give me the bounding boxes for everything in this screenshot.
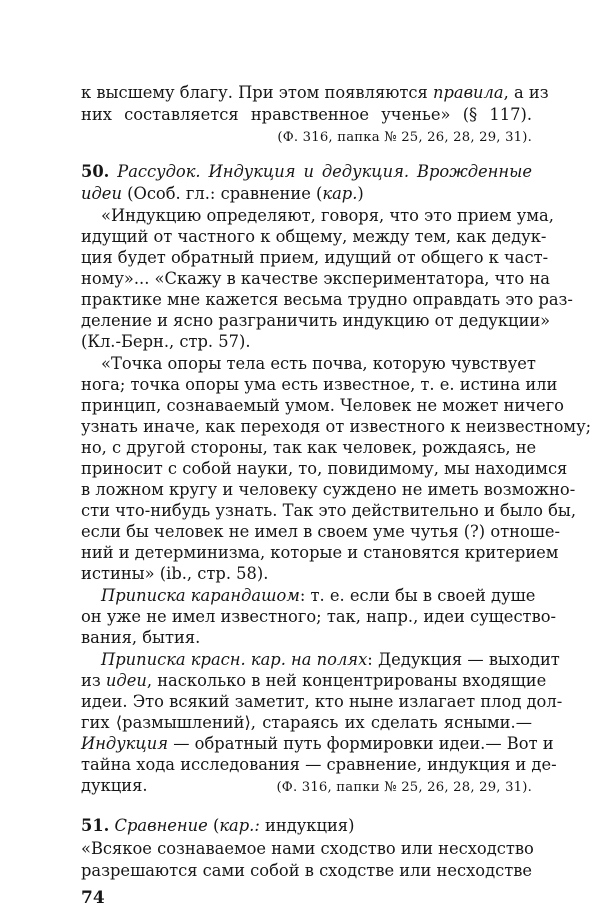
text-line: дукция. (Ф. 316, папки № 25, 26, 28, 29, 31). — [81, 775, 532, 797]
text-line: «Всякое сознаваемое нами сходство или несходство — [81, 839, 534, 858]
text-line: истины» (ib., стр. 58). — [81, 564, 269, 583]
section-heading-50: 50. Рассудок. Индукция и дедукция. Врожденные — [81, 162, 532, 181]
text-line: вания, бытия. — [81, 628, 201, 647]
text-line: ний и детерминизма, которые и становятся критерием — [81, 543, 559, 562]
text-line: «Индукцию определяют, говоря, что это прием ума, — [101, 206, 554, 225]
archive-reference: (Ф. 316, папка № 25, 26, 28, 29, 31). — [277, 130, 532, 145]
text-line: ному»... «Скажу в качестве экспериментатора, что на — [81, 269, 550, 288]
text-line: Приписка карандашом: т. е. если бы в своей душе — [101, 586, 536, 605]
text-line: «Точка опоры тела есть почва, которую чувствует — [101, 354, 536, 373]
text-line: если бы человек не имел в своем уме чутья (?) отноше- — [81, 522, 561, 541]
text-line: из идеи, насколько в ней концентрированы входящие — [81, 671, 547, 690]
text-line: но, с другой стороны, так как человек, рождаясь, не — [81, 438, 537, 457]
text-line: разрешаются сами собой в сходстве или несходстве — [81, 861, 533, 880]
text-line: Приписка красн. кар. на полях: Дедукция — выходит — [101, 650, 560, 669]
section-heading-51 — [81, 815, 532, 837]
archive-reference: (Ф. 316, папки № 25, 26, 28, 29, 31). — [276, 780, 532, 795]
page-number: 74 — [81, 888, 105, 908]
text-line: идеи. Это всякий заметит, кто ныне излагает плод дол- — [81, 692, 563, 711]
text-line: узнать иначе, как переходя от известного к неизвестному; — [81, 417, 592, 436]
section-title: Сравнение — [109, 816, 208, 835]
text-line: Индукция — обратный путь формировки идеи.— Вот и — [81, 734, 554, 753]
kar-label: кар.: — [219, 816, 260, 835]
text-line: принцип, сознаваемый умом. Человек не может ничего — [81, 396, 564, 415]
text-line: в ложном кругу и человеку суждено не иметь возможно- — [81, 480, 576, 499]
text-line: ция будет обратный прием, идущий от общего к част- — [81, 248, 549, 267]
section-number: 51. — [81, 816, 110, 835]
text-line: сти что-нибудь узнать. Так это действительно и было бы, — [81, 501, 577, 520]
section-heading-50-line2: идеи (Особ. гл.: сравнение (кар.) — [81, 184, 364, 203]
text-line: он уже не имел известного; так, напр., идеи существо- — [81, 607, 557, 626]
text-line: к высшему благу. При этом появляются правила, а из — [81, 83, 549, 102]
text-line: деление и ясно разграничить индукцию от дедукции» — [81, 311, 551, 330]
text-line: тайна хода исследования — сравнение, индукция и де- — [81, 755, 557, 774]
text-line: гих ⟨размышлений⟩, стараясь их сделать ясными.— — [81, 713, 532, 732]
title-rest: индукция) — [259, 816, 355, 835]
text-line: приносит с собой науки, то, повидимому, мы находимся — [81, 459, 568, 478]
text-line: идущий от частного к общему, между тем, как дедук- — [81, 227, 547, 246]
text-line: практике мне кажется весьма трудно оправдать это раз- — [81, 290, 573, 309]
text-line: нога; точка опоры ума есть известное, т. е. истина или — [81, 375, 558, 394]
text-line: них составляется нравственное ученье» (§ 117). — [81, 105, 532, 124]
text-line: (Кл.-Берн., стр. 57). — [81, 332, 251, 351]
paren: ( — [207, 816, 220, 835]
